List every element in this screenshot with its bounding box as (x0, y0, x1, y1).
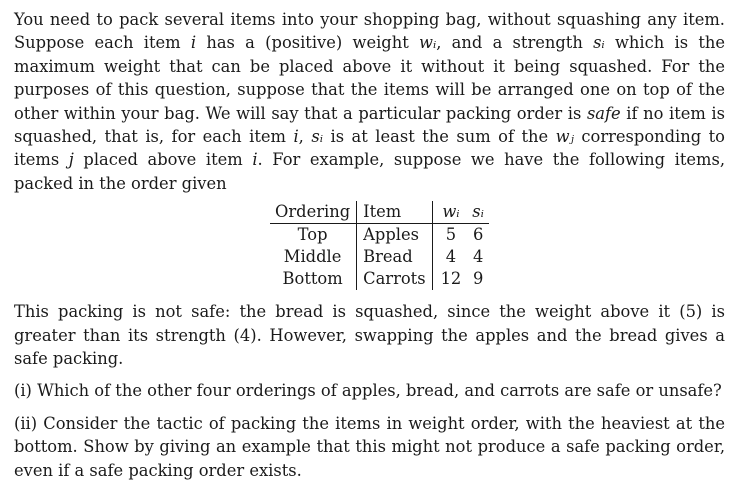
header-ordering: Ordering (270, 201, 357, 224)
cell-weight: 12 (432, 268, 466, 290)
cell-weight: 4 (432, 246, 466, 268)
cell-weight: 5 (432, 224, 466, 247)
safe-term: safe (586, 103, 621, 123)
var-w-j: wⱼ (555, 127, 574, 147)
cell-strength: 9 (472, 269, 484, 289)
question-part-i: (i) Which of the other four orderings of apples, bread, and carrots are safe or unsafe? (14, 381, 722, 401)
table-row (270, 246, 489, 268)
table-row (270, 268, 489, 290)
var-s-i: sᵢ (311, 127, 323, 147)
var-j: j (68, 150, 74, 170)
cell-ordering: Bottom (282, 269, 343, 289)
cell-strength: 6 (472, 225, 484, 245)
cell-item: Apples (357, 224, 432, 247)
table-header-row (270, 201, 489, 224)
var-s-i: sᵢ (593, 33, 605, 53)
cell-ordering: Top (297, 225, 328, 245)
cell-item: Bread (357, 246, 432, 268)
cell-ordering: Middle (283, 247, 342, 267)
problem-text (14, 8, 725, 482)
var-w-i: wᵢ (419, 33, 437, 53)
after-table-paragraph: This packing is not safe: the bread is squashed, since the weight above it (5) is greater than its strength (4). However, swapping the apples and the bread gives a safe packing. (14, 302, 725, 369)
header-item: Item (357, 201, 432, 224)
items-table (270, 201, 489, 290)
cell-strength: 4 (472, 247, 484, 267)
header-strength: sᵢ (466, 201, 489, 224)
var-i: i (190, 33, 197, 53)
question-part-ii: (ii) Consider the tactic of packing the items in weight order, with the heaviest at the bottom. Show by giving an example that this might not produce a safe packing order, even if a safe packing order exists. (14, 413, 725, 480)
cell-item: Carrots (357, 268, 432, 290)
var-i: i (252, 150, 258, 170)
header-weight: wᵢ (432, 201, 466, 224)
items-table-wrapper (14, 201, 725, 290)
intro-paragraph: You need to pack several items into your shopping bag, without squashing any item. Suppose each item i has a (positive) weight wᵢ, and a strength sᵢ which is the maximum weight that can be placed above it without it being squashed. For the purposes of this question, suppose that the items will be arranged one on top of the other within your bag. We will say that a particular packing order is safe if no item is squashed, that is, for each item i, sᵢ is at least the sum of the wⱼ corresponding to items j placed above item i. For example, suppose we have the following items, packed in the order given (14, 10, 725, 193)
var-i: i (293, 127, 299, 147)
table-row (270, 224, 489, 247)
